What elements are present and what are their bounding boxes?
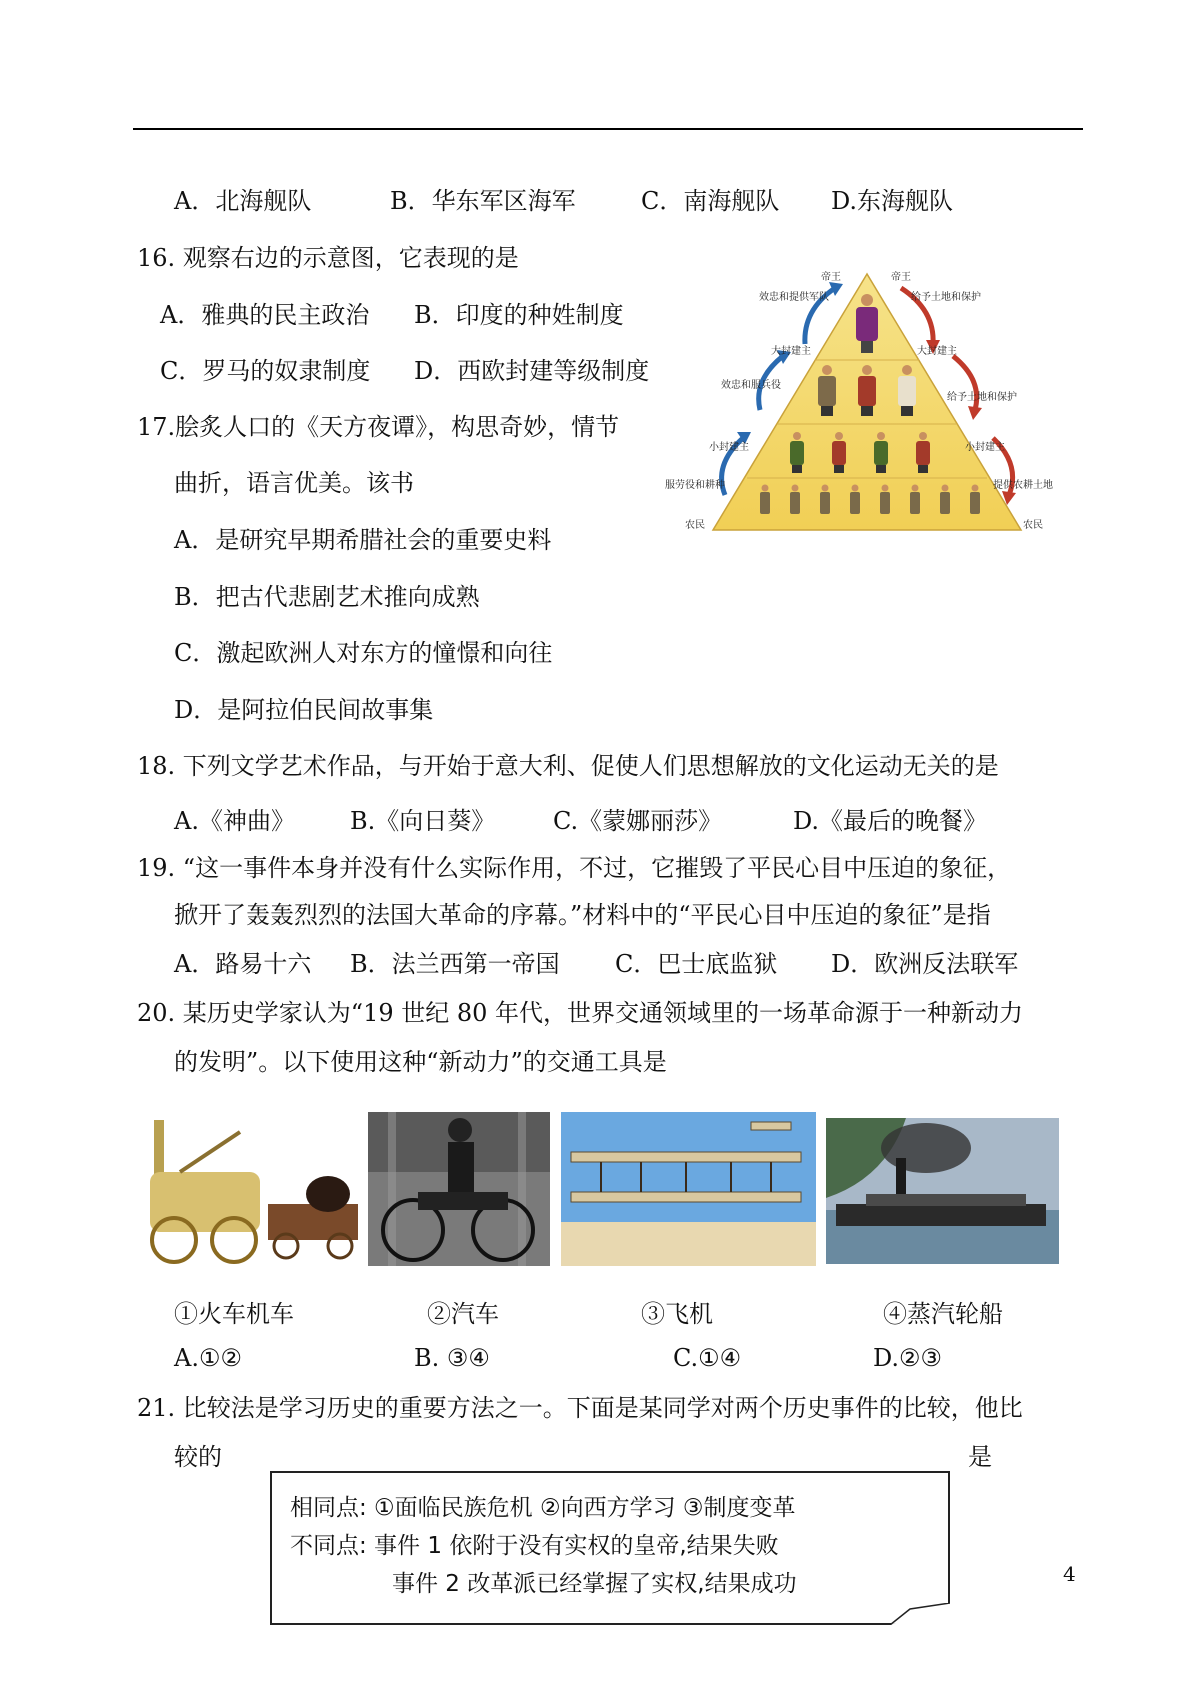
q19-option-a: A．路易十六 [174, 950, 312, 978]
q17-stem-line2: 曲折，语言优美。该书 [174, 469, 414, 497]
automobile-image [368, 1112, 550, 1266]
label-give-land-1: 给予土地和保护 [911, 292, 981, 303]
caption-airplane: ③飞机 [641, 1300, 713, 1328]
q17-option-b: B．把古代悲剧艺术推向成熟 [174, 583, 480, 611]
q17-stem-line1: 17.脍炙人口的《天方夜谭》，构思奇妙，情节 [137, 413, 620, 441]
label-peasant-right: 农民 [1023, 520, 1043, 531]
caption-locomotive: ①火车机车 [174, 1300, 294, 1328]
q15-option-d: D.东海舰队 [831, 187, 954, 215]
q16-option-a: A．雅典的民主政治 [160, 301, 370, 329]
q21-stem-line1: 21. 比较法是学习历史的重要方法之一。下面是某同学对两个历史事件的比较，他比 [137, 1394, 1023, 1422]
q18-option-a: A.《神曲》 [174, 807, 295, 835]
q20-stem-line2: 的发明”。以下使用这种“新动力”的交通工具是 [174, 1048, 667, 1076]
feudal-pyramid-diagram [665, 260, 1065, 545]
q16-option-d: D．西欧封建等级制度 [414, 357, 650, 385]
q20-option-c: C.①④ [673, 1344, 742, 1372]
page-fold-icon [890, 1603, 950, 1625]
comparison-similarities: 相同点: ①面临民族危机 ②向西方学习 ③制度变革 [290, 1495, 796, 1521]
arrow-down-icon [968, 406, 982, 420]
q20-stem-line1: 20. 某历史学家认为“19 世纪 80 年代，世界交通领域里的一场革命源于一种新动力 [137, 999, 1024, 1027]
label-king-left: 帝王 [821, 272, 841, 283]
label-loyal-army: 效忠和提供军队 [759, 292, 829, 303]
q16-stem: 16. 观察右边的示意图，它表现的是 [137, 244, 519, 272]
label-small-lord-left: 小封建主 [709, 442, 749, 453]
q18-option-b: B.《向日葵》 [350, 807, 496, 835]
page-number: 4 [1063, 1562, 1076, 1586]
comparison-differences: 不同点: 事件 1 依附于没有实权的皇帝,结果失败 [290, 1533, 779, 1559]
q19-stem-line1: 19. “这一事件本身并没有什么实际作用，不过，它摧毁了平民心目中压迫的象征， [137, 854, 1012, 882]
q16-option-b: B．印度的种姓制度 [414, 301, 624, 329]
q20-option-d: D.②③ [873, 1344, 943, 1372]
header-rule [133, 128, 1083, 130]
label-labor: 服劳役和耕种 [665, 480, 725, 491]
q18-option-c: C.《蒙娜丽莎》 [553, 807, 723, 835]
q17-option-a: A．是研究早期希腊社会的重要史料 [174, 526, 552, 554]
comparison-event2: 事件 2 改革派已经掌握了实权,结果成功 [392, 1571, 797, 1597]
locomotive-image [140, 1112, 362, 1266]
q20-option-a: A.①② [174, 1344, 242, 1372]
q18-option-d: D.《最后的晚餐》 [793, 807, 988, 835]
label-loyal-service: 效忠和服兵役 [721, 380, 781, 391]
label-provide-land: 提供农耕土地 [993, 480, 1053, 491]
q21-stem-end: 是 [968, 1443, 992, 1471]
label-great-lord-left: 大封建主 [771, 346, 811, 357]
airplane-image [561, 1112, 816, 1266]
label-small-lord-right: 小封建主 [965, 442, 1005, 453]
q21-stem-line2: 较的 [174, 1443, 222, 1471]
q16-option-c: C．罗马的奴隶制度 [160, 357, 371, 385]
q18-stem: 18. 下列文学艺术作品，与开始于意大利、促使人们思想解放的文化运动无关的是 [137, 752, 999, 780]
label-peasant-left: 农民 [685, 520, 705, 531]
q17-option-d: D．是阿拉伯民间故事集 [174, 696, 434, 724]
comparison-box [270, 1471, 950, 1625]
steamship-image [826, 1118, 1059, 1264]
q19-option-b: B．法兰西第一帝国 [350, 950, 560, 978]
label-give-land-2: 给予土地和保护 [947, 392, 1017, 403]
caption-steamship: ④蒸汽轮船 [883, 1300, 1003, 1328]
q15-option-a: A．北海舰队 [174, 187, 312, 215]
q15-option-b: B．华东军区海军 [390, 187, 576, 215]
q19-option-c: C．巴士底监狱 [615, 950, 778, 978]
q19-stem-line2: 掀开了轰轰烈烈的法国大革命的序幕。”材料中的“平民心目中压迫的象征”是指 [174, 901, 991, 929]
label-king-right: 帝王 [891, 272, 911, 283]
q17-option-c: C．激起欧洲人对东方的憧憬和向往 [174, 639, 553, 667]
q19-option-d: D．欧洲反法联军 [831, 950, 1019, 978]
q15-option-c: C．南海舰队 [641, 187, 780, 215]
q20-option-b: B. ③④ [414, 1344, 490, 1372]
label-great-lord-right: 大封建主 [917, 346, 957, 357]
caption-automobile: ②汽车 [427, 1300, 499, 1328]
